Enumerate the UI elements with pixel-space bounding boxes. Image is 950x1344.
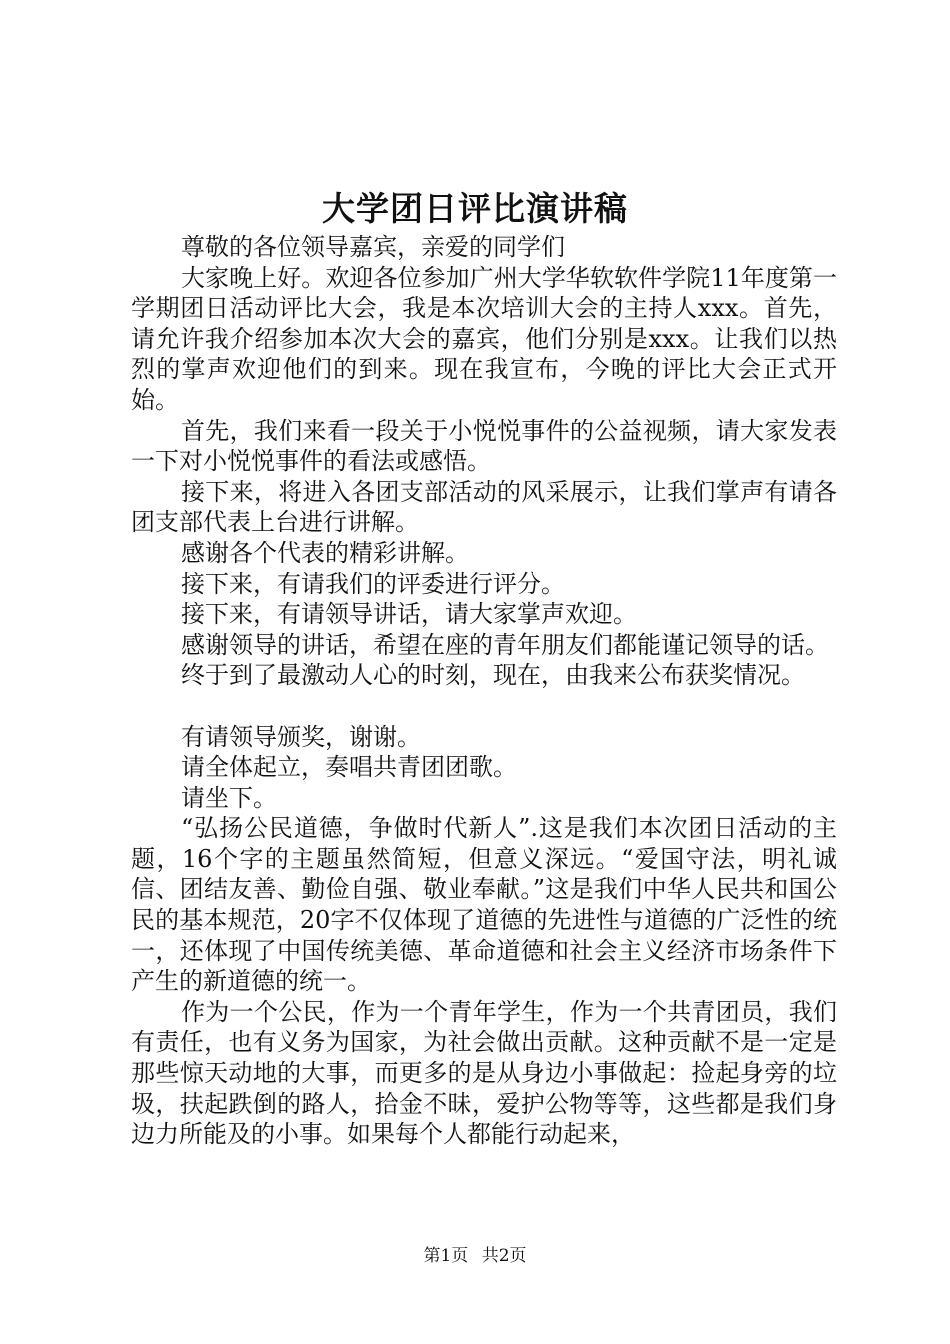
paragraph-opening: 大家晚上好。欢迎各位参加广州大学华软软件学院11年度第一学期团日活动评比大会，我是本次培训大会的主持人xxx。首先，请允许我介绍参加本次大会的嘉宾，他们分别是xxx。让我们以热烈的掌声欢迎他们的到来。现在我宣布，今晚的评比大会正式开始。 xyxy=(131,263,837,414)
page-number: 第1页 xyxy=(423,1246,469,1266)
paragraph-responsibility: 作为一个公民，作为一个青年学生，作为一个共青团员，我们有责任，也有义务为国家，为社会做出贡献。这种贡献不是一定是那些惊天动地的大事，而更多的是从身边小事做起：捡起身旁的垃圾，扶起跌倒的路人，拾金不昧，爱护公物等等，这些都是我们身边力所能及的小事。如果每个人都能行动起来， xyxy=(131,997,837,1149)
paragraph-theme: “弘扬公民道德，争做时代新人”.这是我们本次团日活动的主题，16个字的主题虽然简短，但意义深远。“爱国守法，明礼诚信、团结友善、勤俭自强、敬业奉献。”这是我们中华人民共和国公民的基本规范，20字不仅体现了道德的先进性与道德的广泛性的统一，还体现了中国传统美德、革命道德和社会主义经济市场条件下产生的新道德的统一。 xyxy=(131,814,837,996)
paragraph-awards: 终于到了最激动人心的时刻，现在，由我来公布获奖情况。 xyxy=(181,661,805,690)
paragraph-video: 首先，我们来看一段关于小悦悦事件的公益视频，请大家发表一下对小悦悦事件的看法或感悟。 xyxy=(131,416,837,476)
paragraph-thanks-representatives: 感谢各个代表的精彩讲解。 xyxy=(181,538,469,567)
document-body xyxy=(131,232,837,1150)
paragraph-showcase: 接下来，将进入各团支部活动的风采展示，让我们掌声有请各团支部代表上台进行讲解。 xyxy=(131,477,837,537)
paragraph-leader-speech: 接下来，有请领导讲话，请大家掌声欢迎。 xyxy=(181,600,637,629)
paragraph-anthem: 请全体起立，奏唱共青团团歌。 xyxy=(181,753,517,782)
page-footer xyxy=(0,1244,950,1268)
blank-line xyxy=(131,691,837,722)
paragraph-present-awards: 有请领导颁奖，谢谢。 xyxy=(181,722,421,751)
paragraph-sit-down: 请坐下。 xyxy=(181,783,277,812)
paragraph-greeting: 尊敬的各位领导嘉宾，亲爱的同学们 xyxy=(181,233,565,261)
page-total: 共2页 xyxy=(481,1246,527,1266)
paragraph-judges: 接下来，有请我们的评委进行评分。 xyxy=(181,569,565,598)
paragraph-thanks-leader: 感谢领导的讲话，希望在座的青年朋友们都能谨记领导的话。 xyxy=(181,630,829,659)
document-title: 大学团日评比演讲稿 xyxy=(322,189,628,228)
